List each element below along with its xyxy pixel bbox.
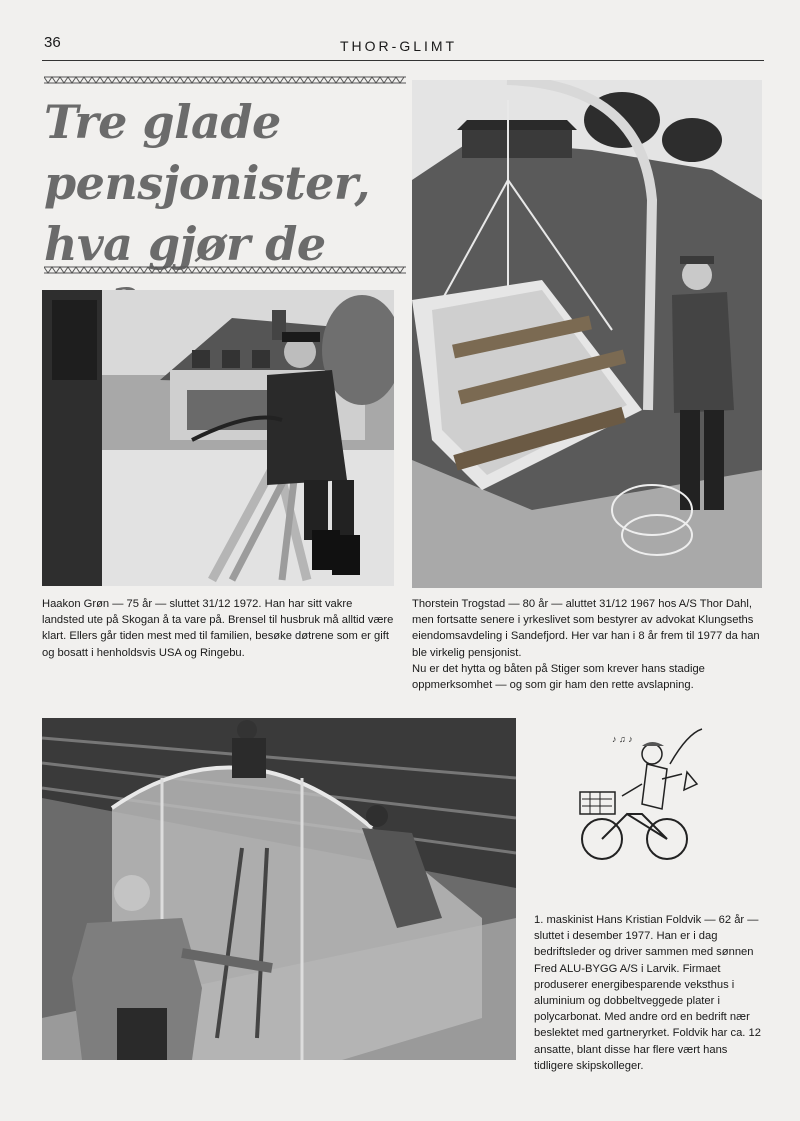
zigzag-border-top — [44, 76, 406, 84]
zigzag-border-bottom — [44, 266, 406, 274]
header-rule — [42, 60, 764, 61]
photo-greenhouse-workshop — [42, 718, 516, 1060]
title-line-3: hva gjør de — [44, 217, 326, 271]
caption-thorstein-text-2: Nu er det hytta og båten på Stiger som krever hans stadige oppmerksomhet — og som gir ham den rette avslapning. — [412, 662, 705, 692]
caption-hans — [534, 912, 764, 1074]
photo-thorstein-boat — [412, 80, 762, 588]
caption-haakon — [42, 596, 394, 661]
title-line-1: Tre glade — [44, 95, 281, 149]
title-line-2: pensjonister, — [44, 156, 370, 210]
page-number: 36 — [44, 34, 61, 51]
svg-text:♪ ♫ ♪: ♪ ♫ ♪ — [612, 734, 633, 744]
caption-haakon-text: Haakon Grøn — 75 år — sluttet 31/12 1972. Han har sitt vakre landsted ute på Skogan å ta vare på. Brensel til husbruk må alltid være klart. Ellers går tiden mest med til familien, besøke døtrene som er gift og bosatt i henholdsvis USA og Ringebu. — [42, 598, 394, 659]
caption-thorstein-text-1: Thorstein Trogstad — 80 år — aluttet 31/12 1967 hos A/S Thor Dahl, men fortsatte senere i yrkeslivet som bestyrer av advokat Klungseths eiendomsavdeling i Sandefjord. Her var han i 8 år frem til 1977 da han ble virkelig pensjonist. — [412, 598, 760, 659]
caption-thorstein — [412, 596, 764, 693]
photo-haakon-sawing-wood — [42, 290, 394, 586]
running-header: THOR-GLIMT — [340, 38, 458, 54]
caption-hans-text: 1. maskinist Hans Kristian Foldvik — 62 år — sluttet i desember 1977. Han er i dag bedriftsleder og driver sammen med sønnen Fred ALU-BYGG A/S i Larvik. Firmaet produserer energibesparende veksthus i aluminium og dobbeltveggede plater i polycarbonat. Med andre ord en bedrift nær beslektet med gartneryrket. Foldvik har ca. 12 ansatte, blant disse har flere vært hans tidligere skipskolleger. — [534, 914, 761, 1072]
cartoon-cyclist-illustration — [572, 724, 712, 864]
